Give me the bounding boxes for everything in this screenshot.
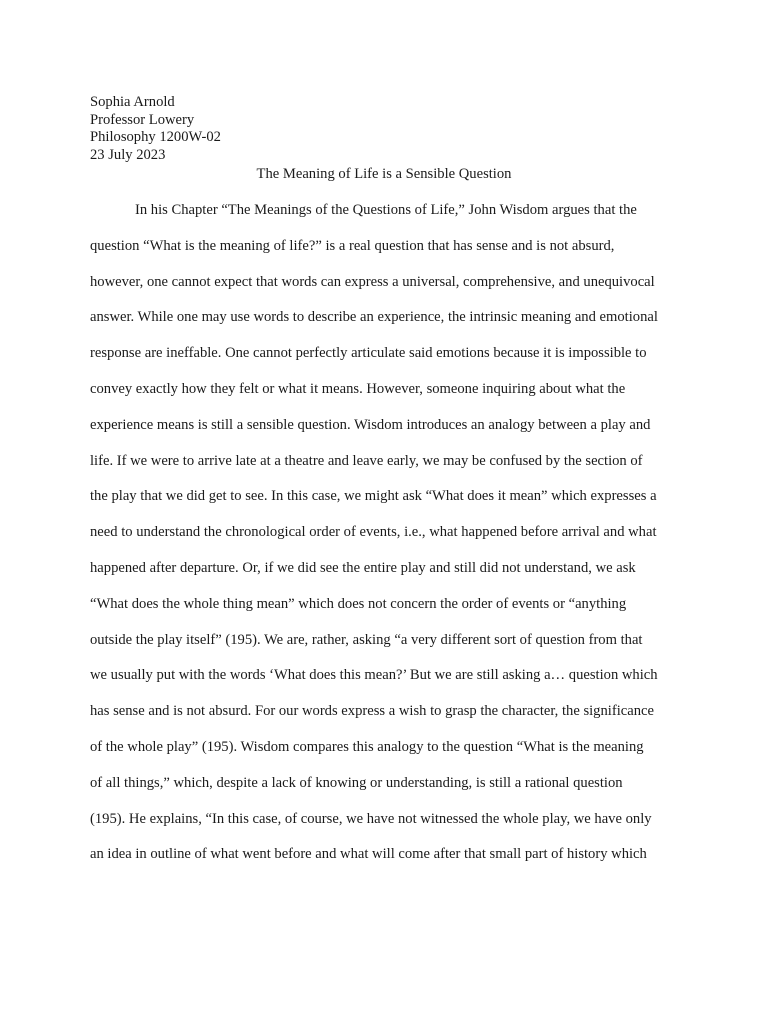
body-line: happened after departure. Or, if we did see the entire play and still did not understand, we ask [90, 559, 636, 576]
professor-name: Professor Lowery [90, 111, 195, 128]
course-name: Philosophy 1200W-02 [90, 129, 221, 145]
body-line: (195). He explains, “In this case, of course, we have not witnessed the whole play, we have only [90, 810, 652, 827]
body-line: “What does the whole thing mean” which does not concern the order of events or “anything [90, 595, 627, 612]
body-line: life. If we were to arrive late at a theatre and leave early, we may be confused by the section of [90, 452, 643, 469]
body-line: outside the play itself” (195). We are, rather, asking “a very different sort of question from that [90, 631, 643, 648]
body-line: has sense and is not absurd. For our words express a wish to grasp the character, the significance [90, 703, 654, 720]
body-line: however, one cannot expect that words can express a universal, comprehensive, and unequivocal [90, 273, 655, 290]
body-line: of the whole play” (195). Wisdom compares this analogy to the question “What is the meaning [90, 738, 644, 755]
body-line: an idea in outline of what went before and what will come after that small part of history which [90, 846, 647, 863]
body-line: question “What is the meaning of life?” is a real question that has sense and is not absurd, [90, 237, 615, 254]
body-line: experience means is still a sensible question. Wisdom introduces an analogy between a play and [90, 416, 651, 433]
body-line: of all things,” which, despite a lack of knowing or understanding, is still a rational question [90, 774, 623, 791]
body-line: need to understand the chronological order of events, i.e., what happened before arrival and what [90, 524, 657, 541]
body-line: the play that we did get to see. In this case, we might ask “What does it mean” which expresses a [90, 488, 657, 505]
body-line: In his Chapter “The Meanings of the Questions of Life,” John Wisdom argues that the [135, 202, 637, 218]
essay-body [90, 200, 690, 880]
body-line: answer. While one may use words to describe an experience, the intrinsic meaning and emotional [90, 309, 658, 326]
body-line: convey exactly how they felt or what it means. However, someone inquiring about what the [90, 380, 626, 397]
mla-heading [90, 94, 690, 164]
body-line: we usually put with the words ‘What does this mean?’ But we are still asking a… question which [90, 667, 658, 684]
essay-title: The Meaning of Life is a Sensible Question [256, 166, 512, 182]
date: 23 July 2023 [90, 146, 166, 163]
author-name: Sophia Arnold [90, 94, 175, 110]
body-line: response are ineffable. One cannot perfectly articulate said emotions because it is impossible to [90, 345, 647, 362]
